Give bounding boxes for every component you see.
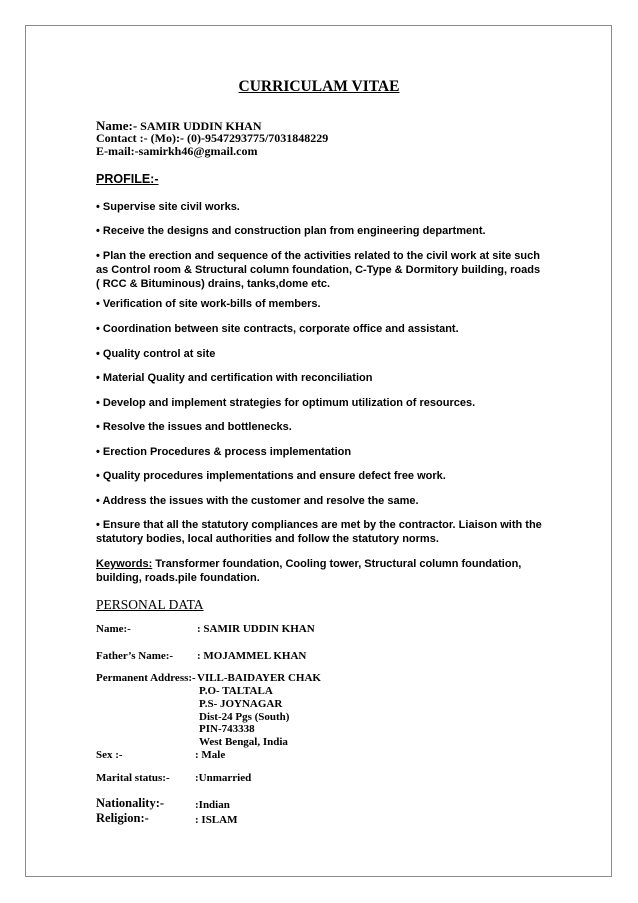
- bullet-line: • Ensure that all the statutory compliances are met by the contractor. Liaison with the: [96, 519, 542, 531]
- profile-bullet: [96, 322, 459, 336]
- pd-name-label: Name:-: [96, 623, 131, 635]
- pd-name-value: : SAMIR UDDIN KHAN: [197, 623, 315, 635]
- header-email: E-mail:-samirkh46@gmail.com: [96, 144, 258, 158]
- bullet-line: as Control room & Structural column foundation, C-Type & Dormitory building, roads: [96, 264, 541, 276]
- profile-bullet: [96, 297, 321, 311]
- pd-religion-label: Religion:-: [96, 811, 149, 825]
- bullet-line: statutory bodies, local authorities and follow the statutory norms.: [96, 533, 439, 545]
- pd-address-line: P.O- TALTALA: [199, 685, 273, 697]
- pd-address-line: Dist-24 Pgs (South): [199, 711, 290, 723]
- bullet-line: • Verification of site work-bills of members.: [96, 298, 321, 310]
- keywords-label: Keywords:: [96, 558, 153, 570]
- bullet-line: • Develop and implement strategies for optimum utilization of resources.: [96, 397, 476, 409]
- pd-address-label: Permanent Address:-: [96, 672, 196, 684]
- name-value: SAMIR UDDIN KHAN: [140, 119, 262, 133]
- pd-marital-label: Marital status:-: [96, 772, 170, 784]
- bullet-line: • Resolve the issues and bottlenecks.: [96, 421, 292, 433]
- pd-sex-value: : Male: [195, 749, 226, 761]
- bullet-line: • Material Quality and certification with reconciliation: [96, 372, 373, 384]
- bullet-line: • Receive the designs and construction plan from engineering department.: [96, 225, 486, 237]
- pd-nationality-value: :Indian: [195, 799, 230, 811]
- bullet-line: ( RCC & Bituminous) drains, tanks,dome etc.: [96, 278, 331, 290]
- pd-religion-value: : ISLAM: [195, 814, 238, 826]
- profile-bullet: [96, 420, 292, 434]
- pd-marital-value: :Unmarried: [195, 772, 252, 784]
- pd-address-line: PIN-743338: [199, 723, 255, 735]
- profile-bullet: [96, 518, 542, 546]
- bullet-line: • Quality control at site: [96, 348, 216, 360]
- pd-father-label: Father’s Name:-: [96, 650, 174, 662]
- profile-bullet: [96, 445, 351, 459]
- keywords-line: building, roads.pile foundation.: [96, 572, 260, 584]
- document-title: CURRICULAM VITAE: [238, 78, 400, 95]
- keywords-block: [96, 557, 521, 585]
- profile-bullet: [96, 347, 215, 361]
- bullet-line: • Coordination between site contracts, corporate office and assistant.: [96, 323, 459, 335]
- bullet-line: • Address the issues with the customer and resolve the same.: [96, 495, 419, 507]
- keywords-text: Transformer foundation, Cooling tower, Structural column foundation,: [152, 558, 522, 570]
- profile-bullet: [96, 224, 486, 238]
- name-label: Name:-: [96, 118, 138, 133]
- bullet-line: • Erection Procedures & process implementation: [96, 446, 352, 458]
- profile-bullet: [96, 469, 446, 483]
- profile-bullet: [96, 396, 475, 410]
- pd-address-line: P.S- JOYNAGAR: [199, 698, 283, 710]
- header-contact: Contact :- (Mo):- (0)-9547293775/7031848229: [96, 131, 329, 145]
- pd-nationality-label: Nationality:-: [96, 796, 165, 810]
- bullet-line: • Plan the erection and sequence of the activities related to the civil work at site such: [96, 250, 540, 262]
- pd-sex-label: Sex :-: [96, 749, 123, 761]
- bullet-line: • Quality procedures implementations and ensure defect free work.: [96, 470, 446, 482]
- pd-address-line: West Bengal, India: [199, 736, 288, 748]
- pd-address-line: VILL-BAIDAYER CHAK: [197, 672, 321, 684]
- profile-bullet: [96, 494, 419, 508]
- profile-bullet: [96, 200, 240, 214]
- profile-bullet: [96, 249, 540, 291]
- keywords-line: [96, 557, 521, 571]
- personal-data-heading: PERSONAL DATA: [96, 597, 204, 612]
- bullet-line: • Supervise site civil works.: [96, 201, 240, 213]
- profile-heading: PROFILE:-: [96, 172, 159, 186]
- pd-father-value: : MOJAMMEL KHAN: [197, 650, 307, 662]
- profile-bullet: [96, 371, 372, 385]
